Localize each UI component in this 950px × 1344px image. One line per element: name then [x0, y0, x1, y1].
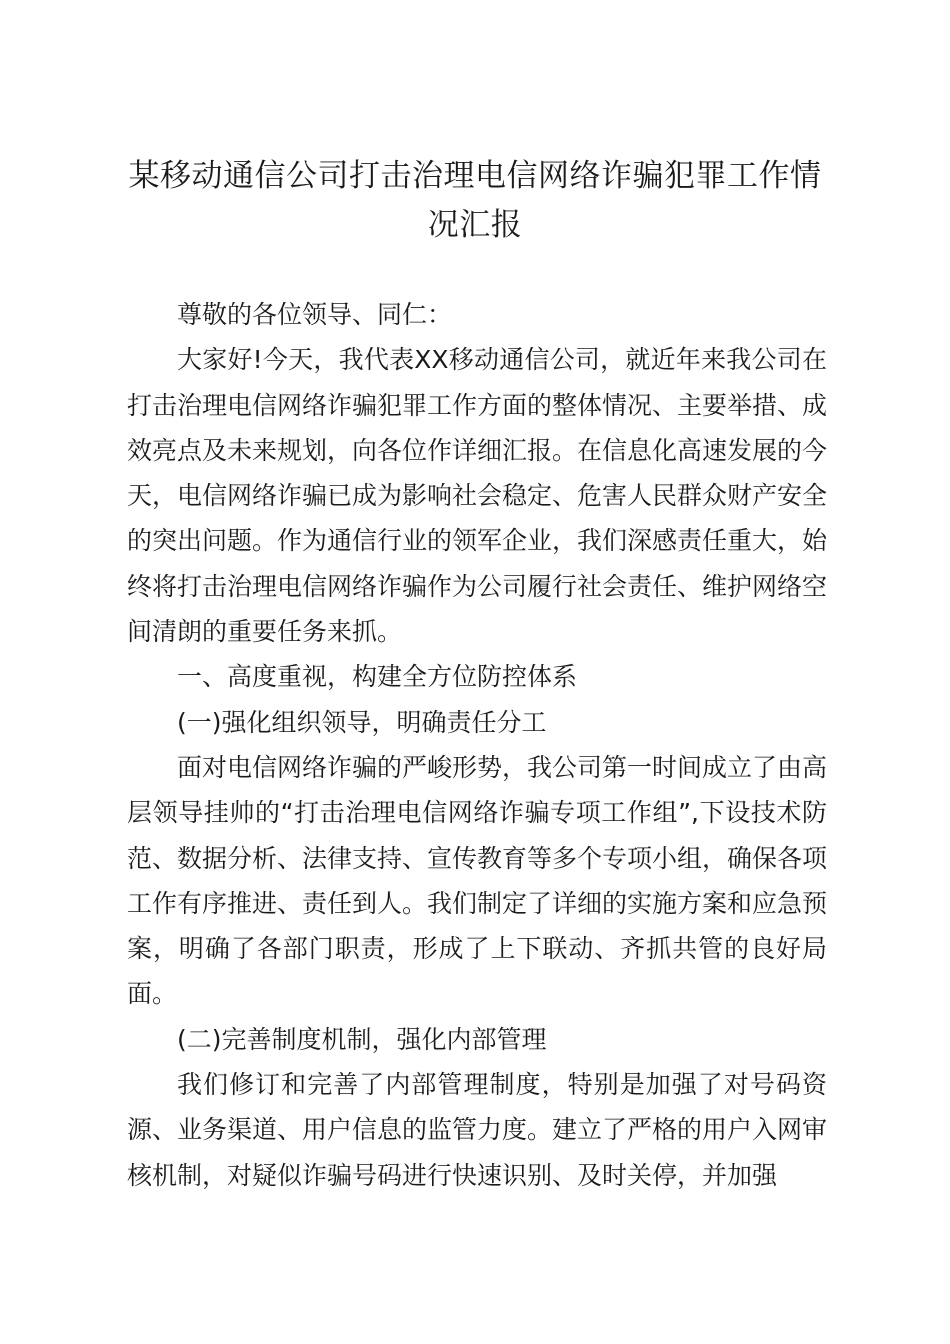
subsection-heading-2: (二)完善制度机制，强化内部管理	[177, 1024, 547, 1054]
paragraph-intro: 大家好!今天，我代表XX移动通信公司，就近年来我公司在打击治理电信网络诈骗犯罪工作方面的整体情况、主要举措、成效亮点及未来规划，向各位作详细汇报。在信息化高速发展的今天，电信网络诈骗已成为影响社会稳定、危害人民群众财产安全的突出问题。作为通信行业的领军企业，我们深感责任重大，始终将打击治理电信网络诈骗作为公司履行社会责任、维护网络空间清朗的重要任务来抓。	[127, 345, 828, 647]
paragraph-organization: 面对电信网络诈骗的严峻形势，我公司第一时间成立了由高层领导挂帅的“打击治理电信网络诈骗专项工作组”,下设技术防范、数据分析、法律支持、宣传教育等多个专项小组，确保各项工作有序推进、责任到人。我们制定了详细的实施方案和应急预案，明确了各部门职责，形成了上下联动、齐抓共管的良好局面。	[127, 752, 828, 1009]
salutation: 尊敬的各位领导、同仁：	[177, 300, 453, 329]
document-body	[127, 292, 827, 1198]
document-title: 某移动通信公司打击治理电信网络诈骗犯罪工作情况汇报	[128, 158, 822, 243]
subsection-heading-1: (一)强化组织领导，明确责任分工	[177, 707, 547, 737]
paragraph-management: 我们修订和完善了内部管理制度，特别是加强了对号码资源、业务渠道、用户信息的监管力度。建立了严格的用户入网审核机制，对疑似诈骗号码进行快速识别、及时关停，并加强	[127, 1070, 828, 1190]
section-heading-1: 一、高度重视，构建全方位防控体系	[177, 662, 578, 692]
